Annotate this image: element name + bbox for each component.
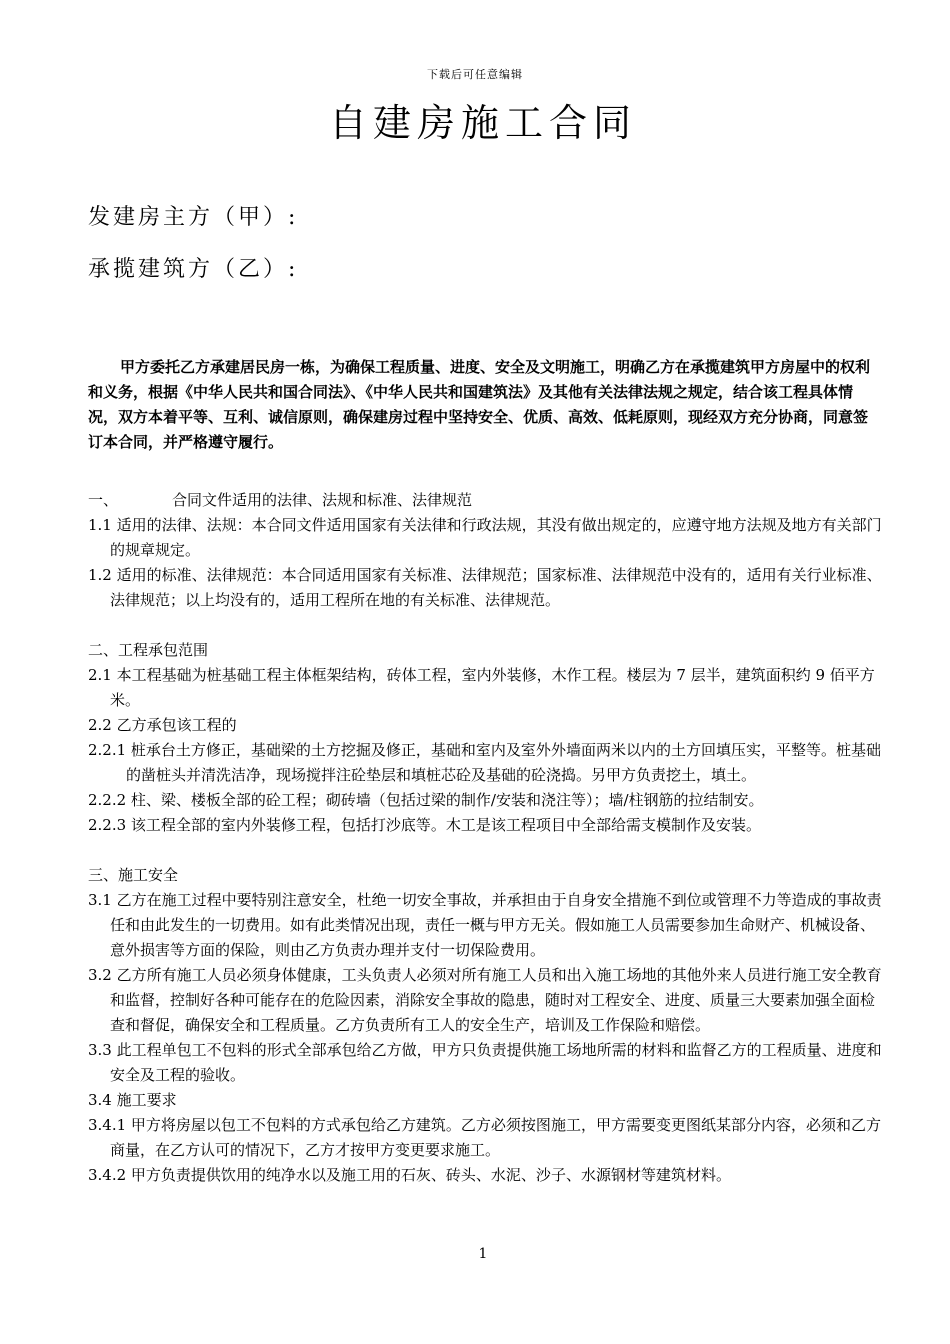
clause-2-2: 2.2 乙方承包该工程的: [88, 716, 237, 734]
contract-body: [88, 488, 888, 1188]
clause-2-1: 2.1 本工程基础为桩基础工程主体框架结构，砖体工程，室内外装修，木作工程。楼层为 7 层半，建筑面积约 9 佰平方米。: [88, 666, 875, 709]
clause-2-2-3: 2.2.3 该工程全部的室内外装修工程，包括打沙底等。木工是该工程项目中全部给需支模制作及安装。: [88, 816, 761, 834]
section-1-number: 一、: [88, 491, 119, 509]
clause-1-2: 1.2 适用的标准、法律规范：本合同适用国家有关标准、法律规范；国家标准、法律规范中没有的，适用有关行业标准、法律规范；以上均没有的，适用工程所在地的有关标准、法律规范。: [88, 566, 882, 609]
party-b-label: 承揽建筑方（乙）:: [88, 257, 299, 282]
section-3-heading: 三、施工安全: [88, 866, 179, 884]
clause-3-4: 3.4 施工要求: [88, 1091, 177, 1109]
clause-3-4-2: 3.4.2 甲方负责提供饮用的纯净水以及施工用的石灰、砖头、水泥、沙子、水源钢材等建筑材料。: [88, 1166, 731, 1184]
section-1-title: 合同文件适用的法律、法规和标准、法律规范: [172, 491, 473, 509]
clause-3-3: 3.3 此工程单包工不包料的形式全部承包给乙方做，甲方只负责提供施工场地所需的材料和监督乙方的工程质量、进度和安全及工程的验收。: [88, 1041, 882, 1084]
section-1-heading: [88, 488, 888, 513]
document-title: 自建房施工合同: [328, 101, 637, 145]
section-2-heading: 二、工程承包范围: [88, 641, 209, 659]
party-a-label: 发建房主方（甲）:: [88, 205, 299, 230]
clause-3-2: 3.2 乙方所有施工人员必须身体健康，工头负责人必须对所有施工人员和出入施工场地的其他外来人员进行施工安全教育和监督，控制好各种可能存在的危险因素，消除安全事故的隐患，随时对工程安全、进度、质量三大要素加强全面检查和督促，确保安全和工程质量。乙方负责所有工人的安全生产，培训及工作保险和赔偿。: [88, 966, 882, 1034]
clause-3-4-1: 3.4.1 甲方将房屋以包工不包料的方式承包给乙方建筑。乙方必须按图施工，甲方需要变更图纸某部分内容，必须和乙方商量，在乙方认可的情况下，乙方才按甲方变更要求施工。: [88, 1116, 881, 1159]
preamble-paragraph: 甲方委托乙方承建居民房一栋，为确保工程质量、进度、安全及文明施工，明确乙方在承揽建筑甲方房屋中的权利和义务，根据《中华人民共和国合同法》、《中华人民共和国建筑法》及其他有关法律法规之规定，结合该工程具体情况，双方本着平等、互利、诚信原则，确保建房过程中坚持安全、优质、高效、低耗原则，现经双方充分协商，同意签订本合同，并严格遵守履行。: [88, 358, 871, 451]
header-note: 下载后可任意编辑: [427, 68, 523, 81]
clause-1-1: 1.1 适用的法律、法规：本合同文件适用国家有关法律和行政法规，其没有做出规定的，应遵守地方法规及地方有关部门的规章规定。: [88, 516, 882, 559]
page-number: 1: [478, 1246, 488, 1262]
clause-3-1: 3.1 乙方在施工过程中要特别注意安全，杜绝一切安全事故，并承担由于自身安全措施不到位或管理不力等造成的事故责任和由此发生的一切费用。如有此类情况出现，责任一概与甲方无关。假如施工人员需要参加生命财产、机械设备、意外损害等方面的保险，则由乙方负责办理并支付一切保险费用。: [88, 891, 882, 959]
clause-2-2-1: 2.2.1 桩承台土方修正，基础梁的土方挖掘及修正，基础和室内及室外外墙面两米以内的土方回填压实，平整等。桩基础的凿桩头并清洗洁净，现场搅拌注砼垫层和填桩芯砼及基础的砼浇捣。另甲方负责挖土，填土。: [88, 741, 881, 784]
clause-2-2-2: 2.2.2 柱、梁、楼板全部的砼工程；砌砖墙（包括过梁的制作/安装和浇注等）；墙/柱钢筋的拉结制安。: [88, 791, 764, 809]
